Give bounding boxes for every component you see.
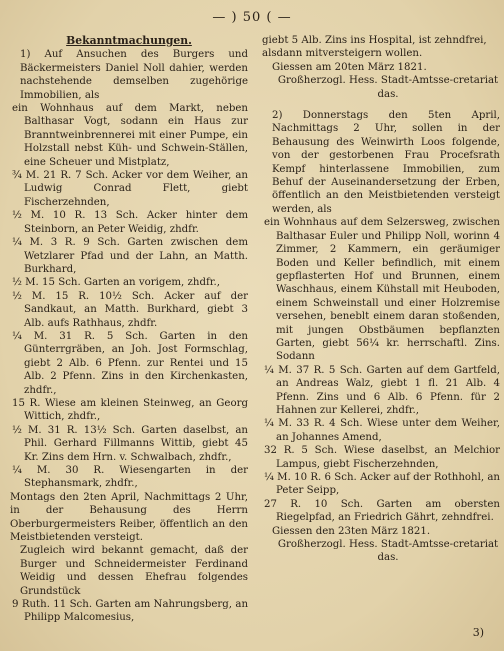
text-paragraph: ¾ M. 21 R. 7 Sch. Acker vor dem Weiher, an Ludwig Conrad Flett, giebt Fischerzehnden, bbox=[12, 170, 248, 208]
text-paragraph: 32 R. 5 Sch. Wiese daselbst, an Melchior Lampus, giebt Fischerzehnden, bbox=[264, 445, 500, 470]
text-paragraph: ½ M. 15 Sch. Garten an vorigem, zhdfr., bbox=[12, 277, 220, 289]
text-paragraph: 1) Auf Ansuchen des Burgers und Bäckermeisters Daniel Noll dahier, werden nachstehende demselben zugehörige Immobilien, als bbox=[20, 49, 248, 101]
text-paragraph: 27 R. 10 Sch. Garten am obersten Riegelpfad, an Friedrich Gährt, zehndfrei. bbox=[264, 498, 500, 524]
text-paragraph: 2) Donnerstags den 5ten April, Nachmittags 2 Uhr, sollen in der Behausung des Weinwirth Loos folgende, von der gestorbenen Frau Procefsrath Kempf hinterlassene Immobilien, zum Behuf der Auseinandersetzung der Erben, öffentlich an den Meistbietenden versteigt werden, als bbox=[272, 110, 500, 215]
text-paragraph: ¼ M. 30 R. Wiesengarten in der Stephansmark, zhdfr., bbox=[12, 465, 248, 490]
text-paragraph: ¼ M. 3 R. 9 Sch. Garten zwischen dem Wetzlarer Pfad und der Lahn, an Matth. Burkhard, bbox=[12, 237, 248, 275]
text-paragraph: Großherzogl. Hess. Stadt-Amtsse-cretariat das. bbox=[277, 539, 499, 564]
text-paragraph: ½ M. 31 R. 13½ Sch. Garten daselbst, an Phil. Gerhard Fillmanns Wittib, giebt 45 Kr. Zins dem Hrn. v. Schwalbach, zhdfr., bbox=[12, 424, 248, 463]
text-paragraph: alsdann mitversteigern wollen. bbox=[262, 48, 423, 60]
text-paragraph: ¼ M. 31 R. 5 Sch. Garten in den Günterrgräben, an Joh. Jost Formschlag, giebt 2 Alb. 6 Pfenn. zur Rentei und 15 Alb. 2 Pfenn. Zins in den Kirchenkasten, zhdfr., bbox=[12, 330, 248, 396]
text-paragraph: ¼ M. 33 R. 4 Sch. Wiese unter dem Weiher, an Johannes Amend, bbox=[264, 418, 500, 443]
text-paragraph: Zugleich wird bekannt gemacht, daß der Burger und Schneidermeister Ferdinand Weidig und dessen Ehefrau folgendes Grundstück bbox=[20, 545, 248, 597]
text-paragraph: ¼ M. 10 R. 6 Sch. Acker auf der Rothhohl, an Peter Seipp, bbox=[264, 472, 500, 497]
left-column bbox=[10, 34, 248, 625]
section-heading: Bekanntmachungen. bbox=[66, 34, 192, 47]
text-paragraph: 9 Ruth. 11 Sch. Garten am Nahrungsberg, an Philipp Malcomesius, bbox=[12, 599, 248, 624]
text-paragraph: ½ M. 15 R. 10½ Sch. Acker auf der Sandkaut, an Matth. Burkhard, giebt 3 Alb. aufs Rathhaus, zhdfr. bbox=[12, 290, 248, 329]
text-paragraph: 15 R. Wiese am kleinen Steinweg, an Georg Wittich, zhdfr., bbox=[12, 397, 248, 423]
text-paragraph: ein Wohnhaus auf dem Markt, neben Balthasar Vogt, sodann ein Haus zur Branntweinbrennerei mit einer Pumpe, ein Holzstall nebst Küh- und Schwein-Ställen, eine Scheuer und Mistplatz, bbox=[12, 103, 248, 168]
page-header: — ) 50 ( — bbox=[212, 10, 292, 25]
text-paragraph: ¼ M. 37 R. 5 Sch. Garten auf dem Gartfeld, an Andreas Walz, giebt 1 fl. 21 Alb. 4 Pfenn. Zins und 6 Alb. 6 Pfenn. für 2 Hahnen zur Kellerei, zhdfr., bbox=[264, 364, 500, 416]
right-column bbox=[262, 34, 500, 565]
text-paragraph: giebt 5 Alb. Zins ins Hospital, ist zehndfrei, bbox=[262, 35, 487, 46]
text-paragraph: Großherzogl. Hess. Stadt-Amtsse-cretariat das. bbox=[277, 75, 499, 100]
text-paragraph: ½ M. 10 R. 13 Sch. Acker hinter dem Steinborn, an Peter Weidig, zhdfr. bbox=[12, 210, 248, 235]
catchword: 3) bbox=[472, 626, 484, 639]
text-paragraph: Giessen am 20ten März 1821. bbox=[272, 61, 427, 73]
text-paragraph: ein Wohnhaus auf dem Selzersweg, zwischen Balthasar Euler und Philipp Noll, worinn 4 Zimmer, 2 Kammern, ein geräumiger Boden und Keller befindlich, mit einem gepflasterten Hof und Brunnen, einem Waschhaus, einem Kühstall mit Heuboden, einem Schweinstall und einer Holzremise versehen, beneblt einem daran stoßenden, mit jungen Obstbäumen bepflanzten Garten, giebt 56¼ kr. herrschaftl. Zins. Sodann bbox=[264, 217, 500, 363]
text-paragraph: Montags den 2ten April, Nachmittags 2 Uhr, in der Behausung des Herrn Oberburgermeisters Reiber, öffentlich an den Meistbietenden versteigt. bbox=[10, 491, 248, 544]
text-paragraph: Giessen den 23ten März 1821. bbox=[272, 525, 431, 537]
